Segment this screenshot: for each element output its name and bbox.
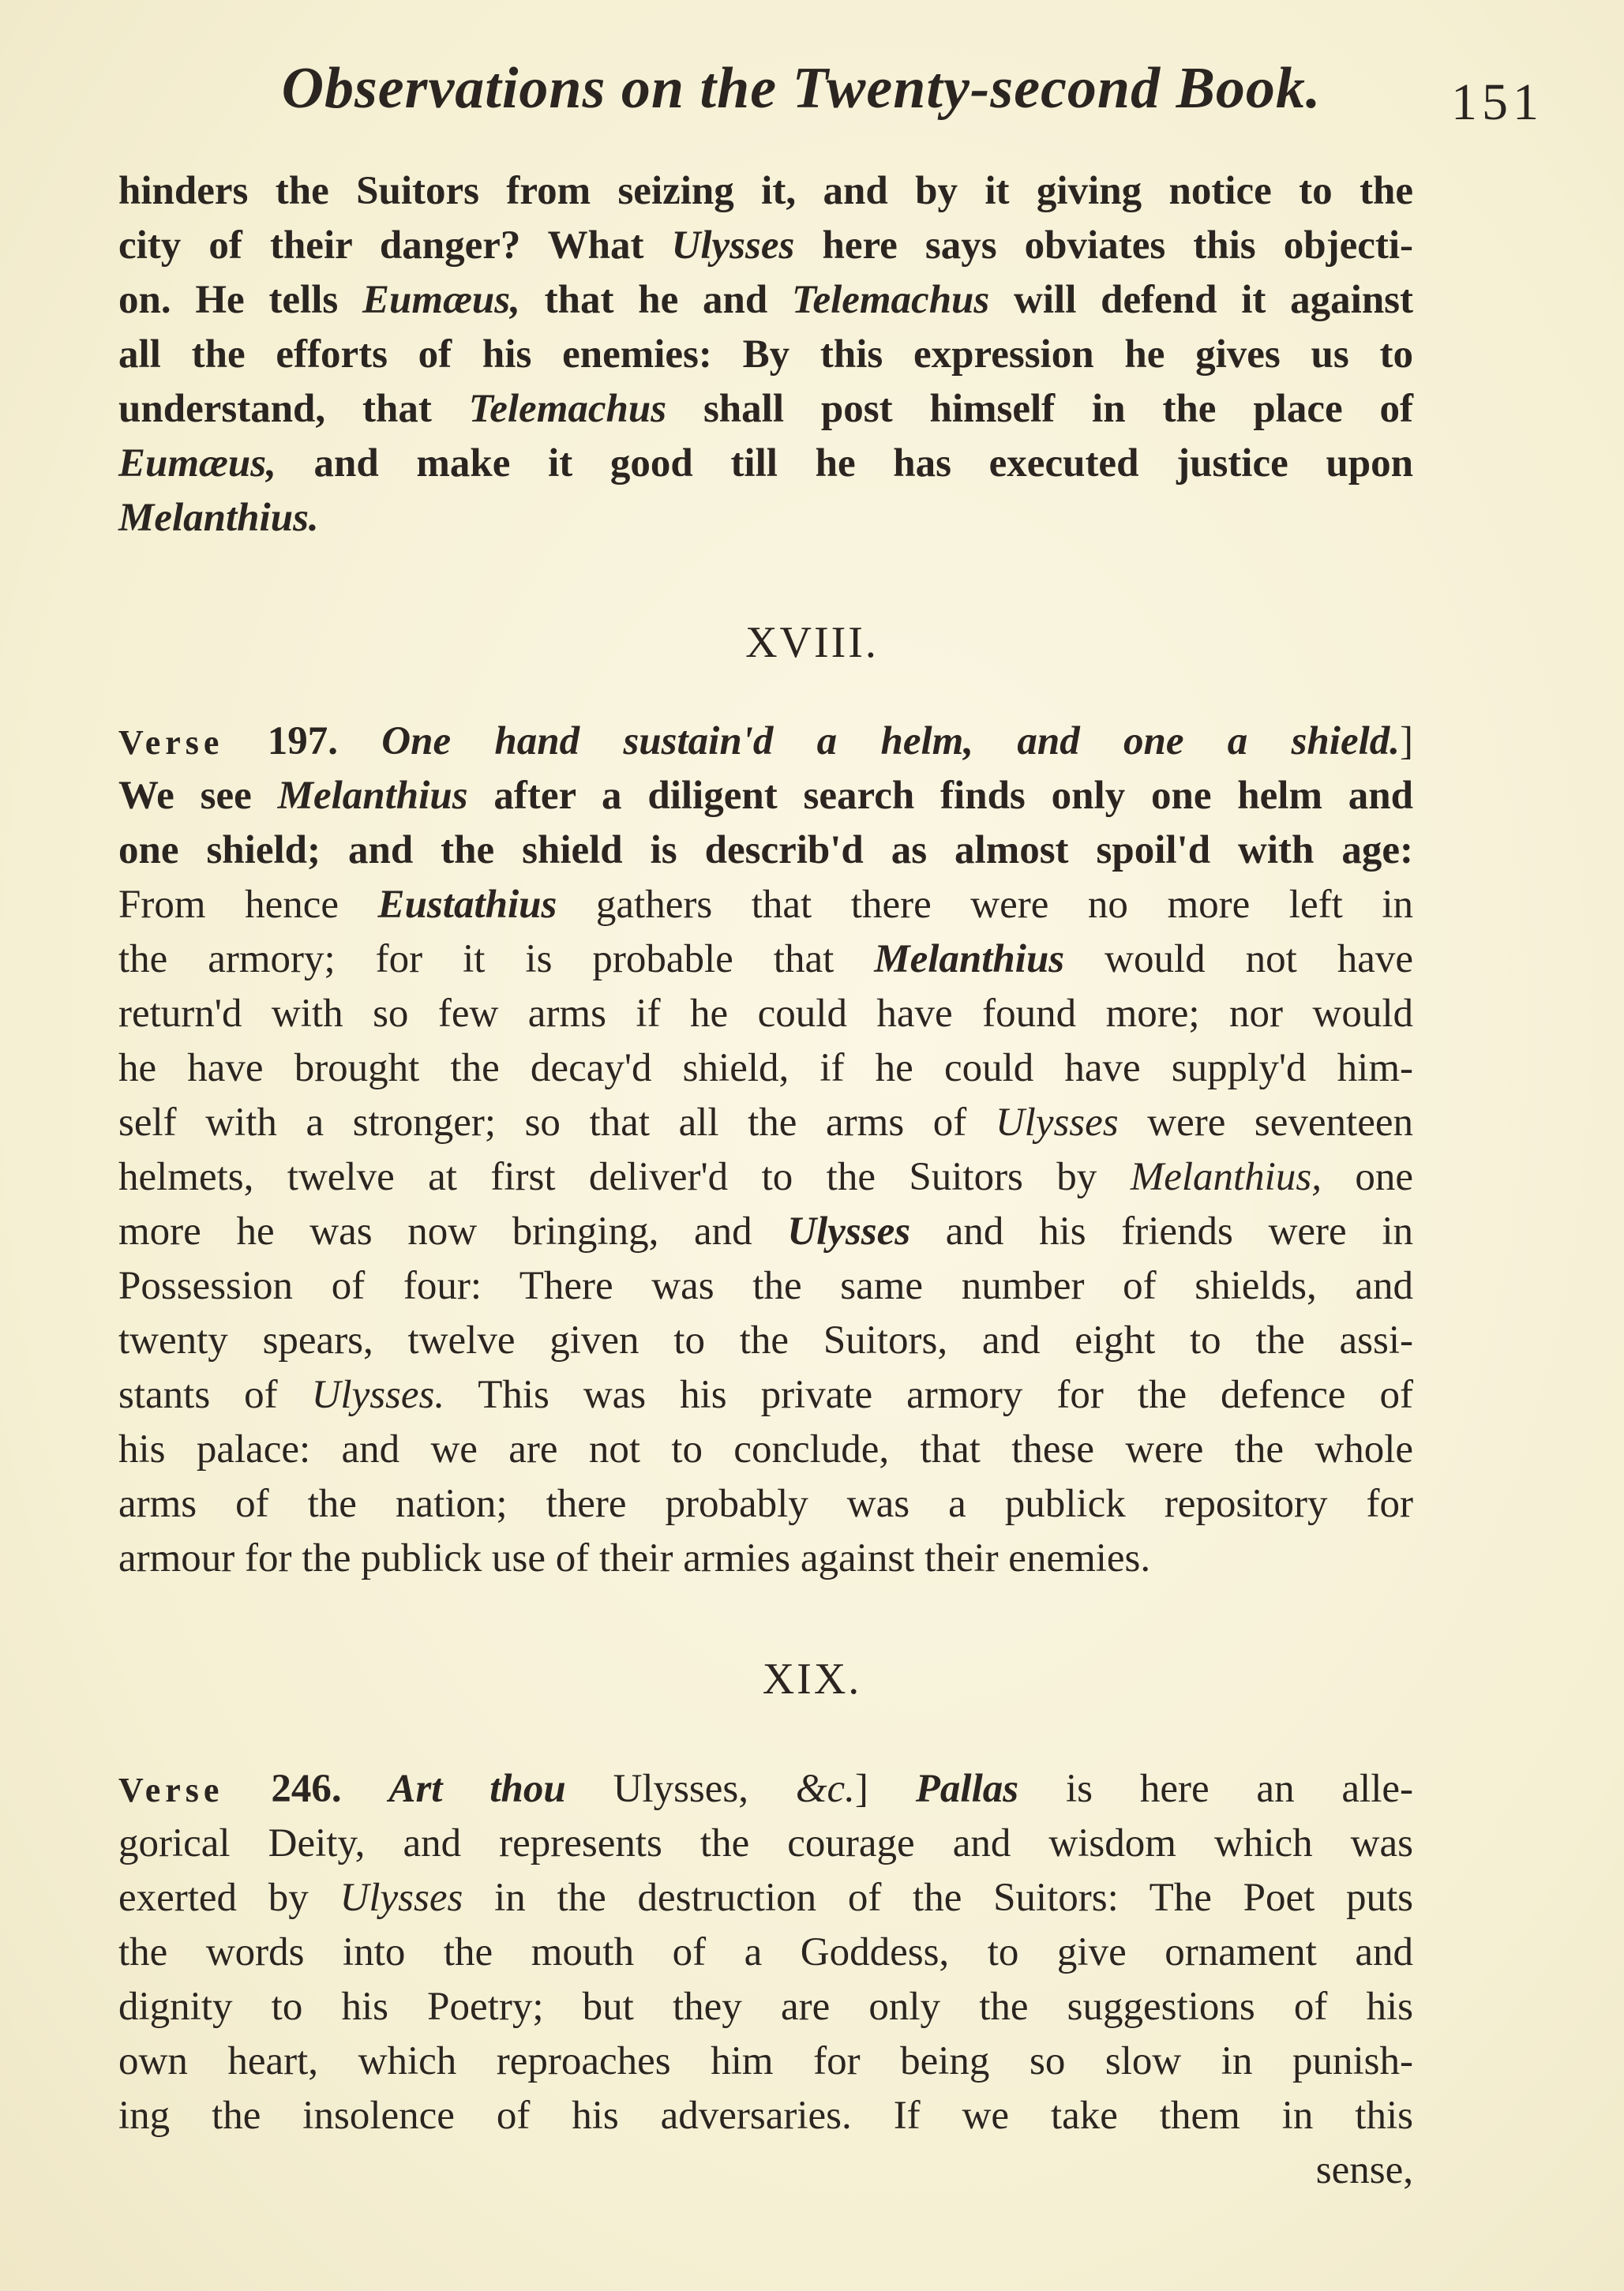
- text-line: twenty spears, twelve given to the Suitors, and eight to the assi-: [118, 1318, 1413, 1363]
- text-line: We see Melanthius after a diligent search finds only one helm and: [118, 774, 1413, 818]
- text-line: return'd with so few arms if he could have found more; nor would: [118, 992, 1413, 1036]
- section-number-xix: XIX.: [762, 1655, 862, 1704]
- text-line: more he was now bringing, and Ulysses and his friends were in: [118, 1209, 1413, 1254]
- text-line: the armory; for it is probable that Melanthius would not have: [118, 937, 1413, 981]
- section-xviii-body: [118, 714, 1413, 1586]
- text-line: on. He tells Eumæus, that he and Telemachus will defend it against: [118, 278, 1414, 322]
- text-line: exerted by Ulysses in the destruction of the Suitors: The Poet puts: [118, 1876, 1413, 1920]
- text-line: he have brought the decay'd shield, if he could have supply'd him-: [118, 1046, 1413, 1090]
- text-line: dignity to his Poetry; but they are only the suggestions of his: [118, 1985, 1413, 2029]
- text-line: his palace: and we are not to conclude, that these were the whole: [118, 1427, 1413, 1472]
- text-line: helmets, twelve at first deliver'd to the Suitors by Melanthius, one: [118, 1155, 1413, 1199]
- text-line: Eumæus, and make it good till he has executed justice upon: [118, 441, 1413, 486]
- text-line: stants of Ulysses. This was his private armory for the defence of: [118, 1373, 1414, 1417]
- text-line: hinders the Suitors from seizing it, and by it giving notice to the: [118, 169, 1413, 213]
- text-line: From hence Eustathius gathers that there were no more left in: [118, 883, 1413, 927]
- text-line: ing the insolence of his adversaries. If we take them in this: [118, 2094, 1413, 2138]
- text-line: the words into the mouth of a Goddess, to give ornament and: [118, 1930, 1413, 1974]
- text-line: gorical Deity, and represents the courage and wisdom which was: [118, 1821, 1413, 1865]
- text-line: one shield; and the shield is describ'd as almost spoil'd with age:: [118, 828, 1413, 872]
- page-number: 151: [1451, 73, 1543, 131]
- text-line: all the efforts of his enemies: By this expression he gives us to: [118, 332, 1413, 377]
- running-head: Observations on the Twenty-second Book.: [281, 56, 1322, 121]
- section-number-xviii: XVIII.: [745, 618, 879, 667]
- text-line: Possession of four: There was the same number of shields, and: [118, 1264, 1413, 1308]
- verse-reference-line: Verse 246. Art thou Ulysses, &c.] Pallas is here an alle-: [118, 1767, 1414, 1811]
- text-line: Melanthius.: [118, 496, 319, 540]
- section-xix-body: [118, 1762, 1413, 2198]
- text-line: arms of the nation; there probably was a publick repository for: [118, 1482, 1413, 1526]
- catchword: sense,: [1315, 2148, 1413, 2192]
- text-line: understand, that Telemachus shall post himself in the place of: [118, 387, 1413, 431]
- text-line: city of their danger? What Ulysses here says obviates this objecti-: [118, 223, 1413, 268]
- text-line: self with a stronger; so that all the arms of Ulysses were seventeen: [118, 1101, 1413, 1145]
- text-line: armour for the publick use of their armies against their enemies.: [118, 1536, 1151, 1580]
- paragraph-continued: [118, 164, 1413, 546]
- text-line: own heart, which reproaches him for being so slow in punish-: [118, 2039, 1413, 2083]
- verse-reference-line: Verse 197. One hand sustain'd a helm, and one a shield.]: [118, 719, 1413, 763]
